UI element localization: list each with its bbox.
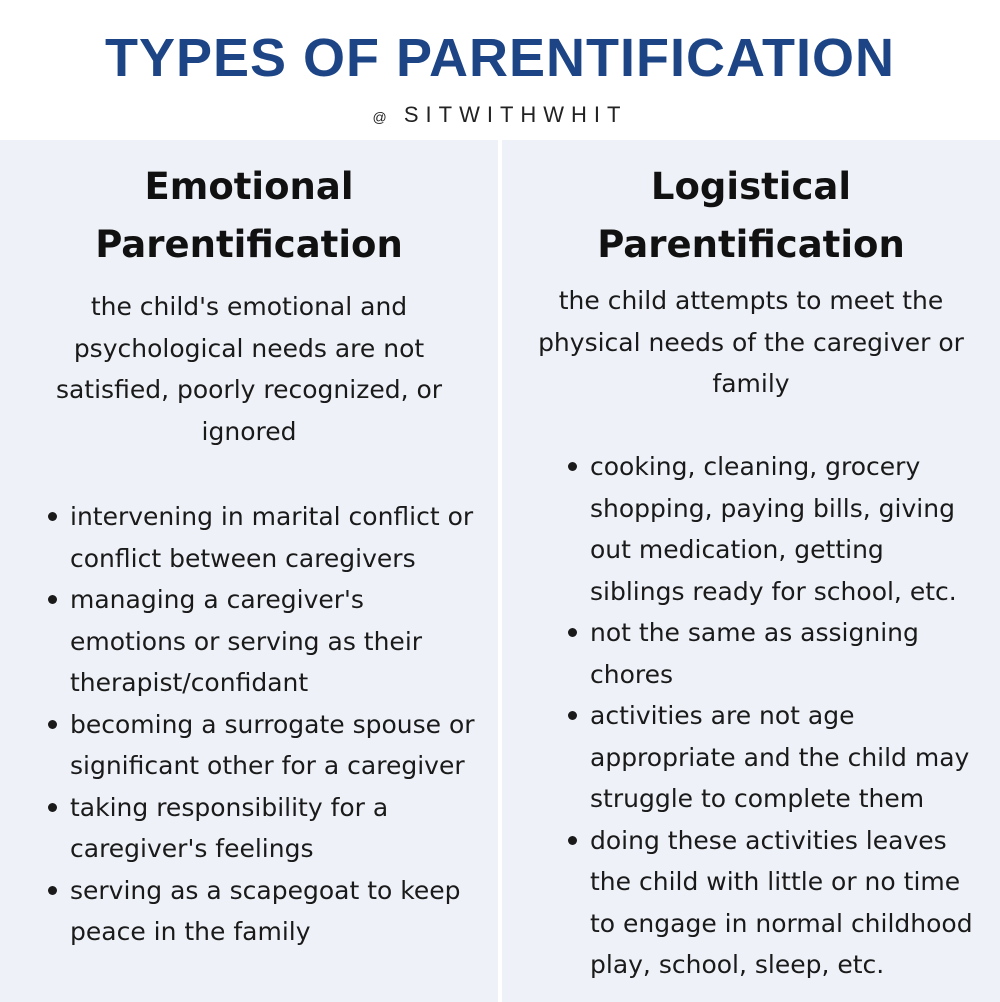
bullet-line: the child with little or no time <box>590 867 961 896</box>
description-line: the child's emotional and <box>90 292 408 321</box>
bullet-line: siblings ready for school, etc. <box>590 576 957 606</box>
page-title: TYPES OF PARENTIFICATION <box>104 28 896 88</box>
handle-at-sign: @ <box>372 109 391 125</box>
list-item <box>568 695 998 820</box>
logistical-panel <box>502 140 1000 1002</box>
list-item <box>48 579 493 704</box>
header <box>0 0 1000 140</box>
emotional-title-line2: Parentification <box>95 223 403 266</box>
bullet-line: taking responsibility for a <box>70 792 389 822</box>
description-line: the child attempts to meet the <box>558 286 944 315</box>
bullet-line: conflict between caregivers <box>70 543 416 573</box>
bullet-line: out medication, getting <box>590 535 884 564</box>
description-line: psychological needs are not <box>73 333 425 363</box>
bullet-line: serving as a scapegoat to keep <box>70 875 461 905</box>
bullet-line: appropriate and the child may <box>590 742 970 772</box>
bullet-line: caregiver's feelings <box>70 834 314 863</box>
author-handle <box>0 102 1000 130</box>
bullet-line: chores <box>590 659 674 689</box>
handle-text: SITWITHWHIT <box>403 102 628 127</box>
bullet-line: not the same as assigning <box>590 618 919 647</box>
bullet-line: intervening in marital conflict or <box>70 502 474 531</box>
bullet-line: peace in the family <box>70 917 311 946</box>
description-line: ignored <box>201 416 297 446</box>
emotional-panel <box>0 140 498 1002</box>
list-item <box>48 704 493 787</box>
logistical-title-line2: Parentification <box>597 223 905 266</box>
bullet-line: struggle to complete them <box>590 784 925 813</box>
bullet-line: significant other for a caregiver <box>70 751 465 780</box>
list-item <box>48 496 493 579</box>
bullet-line: doing these activities leaves <box>590 825 947 855</box>
emotional-title-line1: Emotional <box>144 165 354 208</box>
bullet-line: to engage in normal childhood <box>590 908 973 938</box>
bullet-line: therapist/confidant <box>70 668 309 697</box>
emotional-description <box>0 286 498 452</box>
bullet-line: cooking, cleaning, grocery <box>590 452 921 481</box>
bullet-line: managing a caregiver's <box>70 585 364 614</box>
description-line: physical needs of the caregiver or <box>538 327 964 357</box>
description-line: family <box>712 369 790 398</box>
description-line: satisfied, poorly recognized, or <box>55 375 443 404</box>
logistical-bullet-list <box>568 446 998 986</box>
list-item <box>568 446 998 612</box>
emotional-bullet-list <box>48 496 493 953</box>
list-item <box>48 870 493 953</box>
bullet-line: play, school, sleep, etc. <box>590 950 885 979</box>
bullet-line: becoming a surrogate spouse or <box>70 709 475 739</box>
bullet-line: activities are not age <box>590 701 855 730</box>
logistical-title-line1: Logistical <box>650 165 852 208</box>
list-item <box>568 612 998 695</box>
bullet-line: emotions or serving as their <box>70 626 423 656</box>
list-item <box>568 820 998 986</box>
logistical-description <box>502 280 1000 405</box>
list-item <box>48 787 493 870</box>
bullet-line: shopping, paying bills, giving <box>590 493 955 523</box>
